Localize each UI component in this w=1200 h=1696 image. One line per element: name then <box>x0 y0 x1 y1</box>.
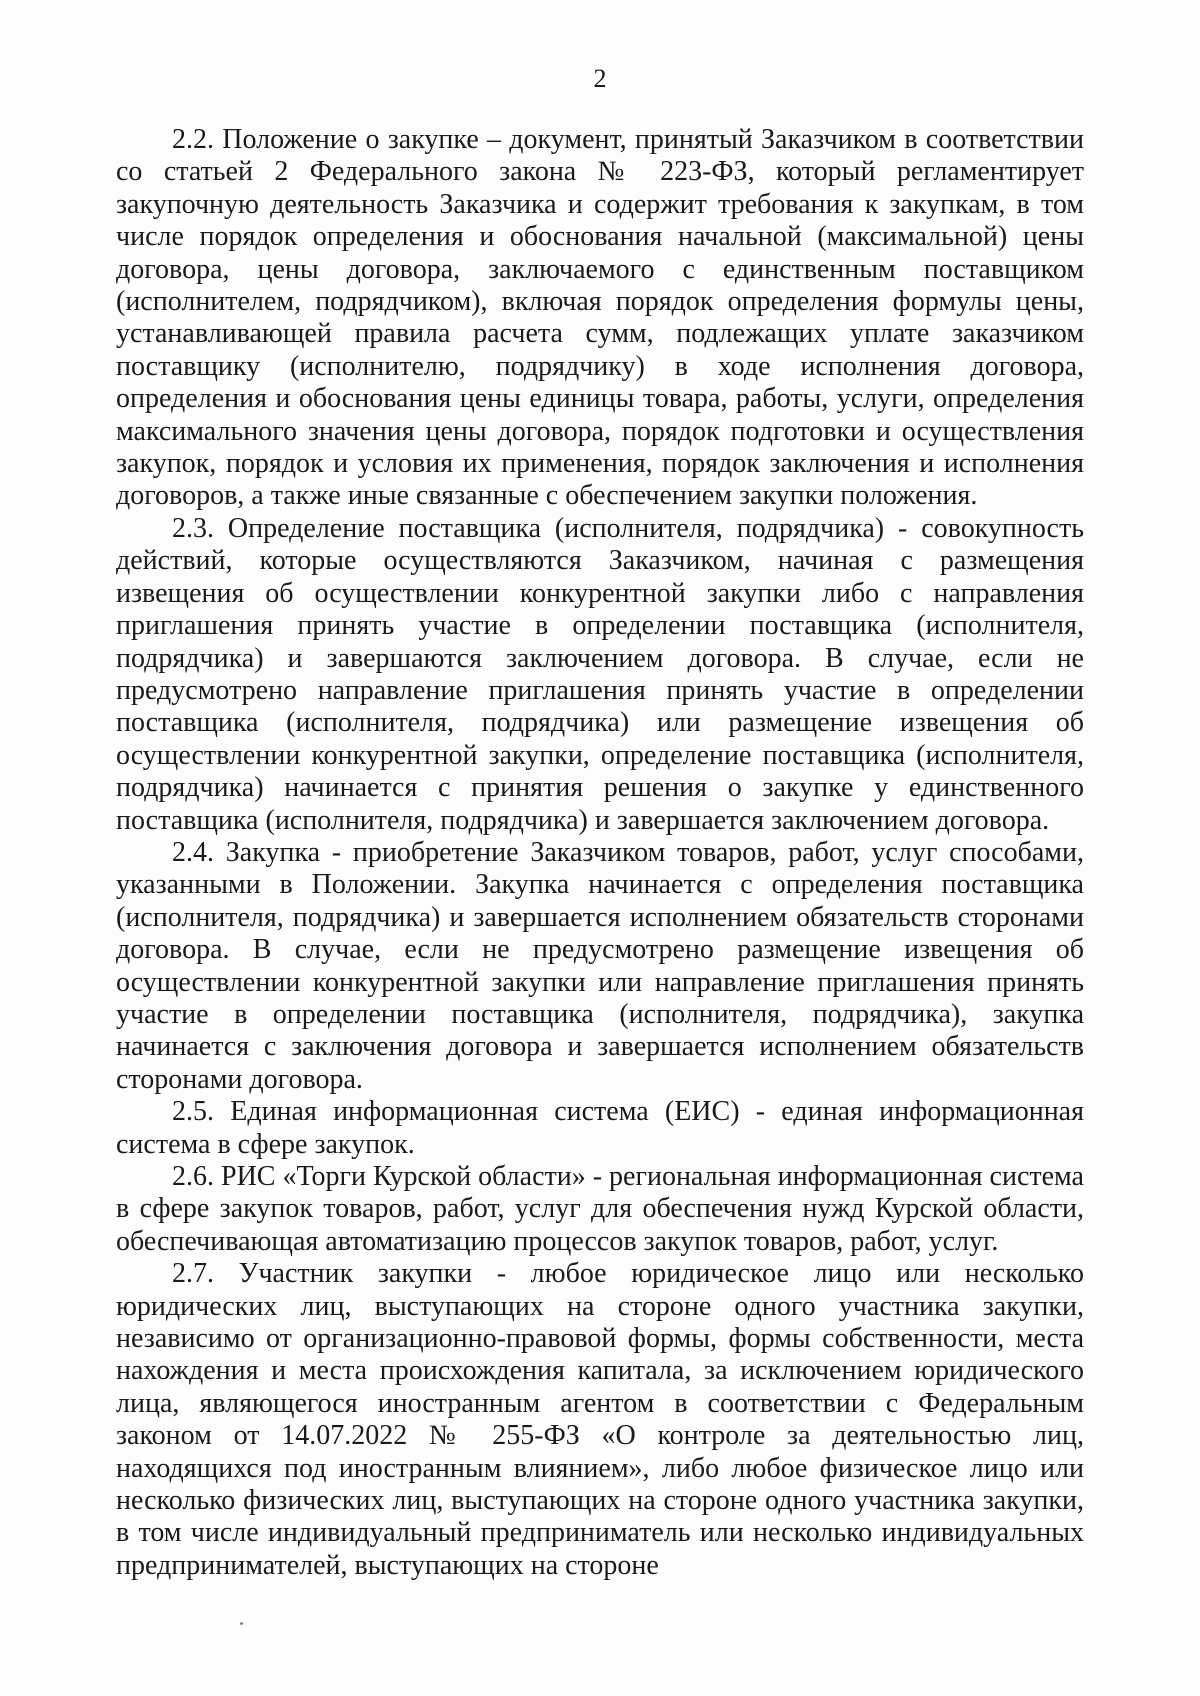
paragraph-2-5: 2.5. Единая информационная система (ЕИС) - единая информационная система в сфере закупок. <box>116 1096 1084 1160</box>
paragraph-2-3: 2.3. Определение поставщика (исполнителя, подрядчика) - совокупность действий, которые осуществляются Заказчиком, начиная с размещения извещения об осуществлении конкурентной закупки либо с направления приглашения принять участие в определении поставщика (исполнителя, подрядчика) и завершаются заключением договора. В случае, если не предусмотрено направление приглашения принять участие в определении поставщика (исполнителя, подрядчика) или размещение извещения об осуществлении конкурентной закупки, определение поставщика (исполнителя, подрядчика) начинается с принятия решения о закупке у единственного поставщика (исполнителя, подрядчика) и завершается заключением договора. <box>116 512 1084 836</box>
paragraph-2-7: 2.7. Участник закупки - любое юридическое лицо или несколько юридических лиц, выступающих на стороне одного участника закупки, независимо от организационно-правовой формы, формы собственности, места нахождения и места происхождения капитала, за исключением юридического лица, являющегося иностранным агентом в соответствии с Федеральным законом от 14.07.2022 № 255-ФЗ «О контроле за деятельностью лиц, находящихся под иностранным влиянием», либо любое физическое лицо или несколько физических лиц, выступающих на стороне одного участника закупки, в том числе индивидуальный предприниматель или несколько индивидуальных предпринимателей, выступающих на стороне <box>116 1258 1084 1581</box>
scan-speck <box>240 1622 243 1625</box>
paragraph-2-2: 2.2. Положение о закупке – документ, принятый Заказчиком в соответствии со статьей 2 Федерального закона № 223-ФЗ, который регламентирует закупочную деятельность Заказчика и содержит требования к закупкам, в том числе порядок определения и обоснования начальной (максимальной) цены договора, цены договора, заключаемого с единственным поставщиком (исполнителем, подрядчиком), включая порядок определения формулы цены, устанавливающей правила расчета сумм, подлежащих уплате заказчиком поставщику (исполнителю, подрядчику) в ходе исполнения договора, определения и обоснования цены единицы товара, работы, услуги, определения максимального значения цены договора, порядок подготовки и осуществления закупок, порядок и условия их применения, порядок заключения и исполнения договоров, а также иные связанные с обеспечением закупки положения. <box>116 124 1084 512</box>
page-number: 2 <box>593 64 607 93</box>
document-body <box>116 124 1084 1582</box>
paragraph-2-6: 2.6. РИС «Торги Курской области» - региональная информационная система в сфере закупок товаров, работ, услуг для обеспечения нужд Курской области, обеспечивающая автоматизацию процессов закупок товаров, работ, услуг. <box>116 1161 1084 1257</box>
paragraph-2-4: 2.4. Закупка - приобретение Заказчиком товаров, работ, услуг способами, указанными в Положении. Закупка начинается с определения поставщика (исполнителя, подрядчика) и завершается исполнением обязательств сторонами договора. В случае, если не предусмотрено размещение извещения об осуществлении конкурентной закупки или направление приглашения принять участие в определении поставщика (исполнителя, подрядчика), закупка начинается с заключения договора и завершается исполнением обязательств сторонами договора. <box>116 836 1084 1095</box>
